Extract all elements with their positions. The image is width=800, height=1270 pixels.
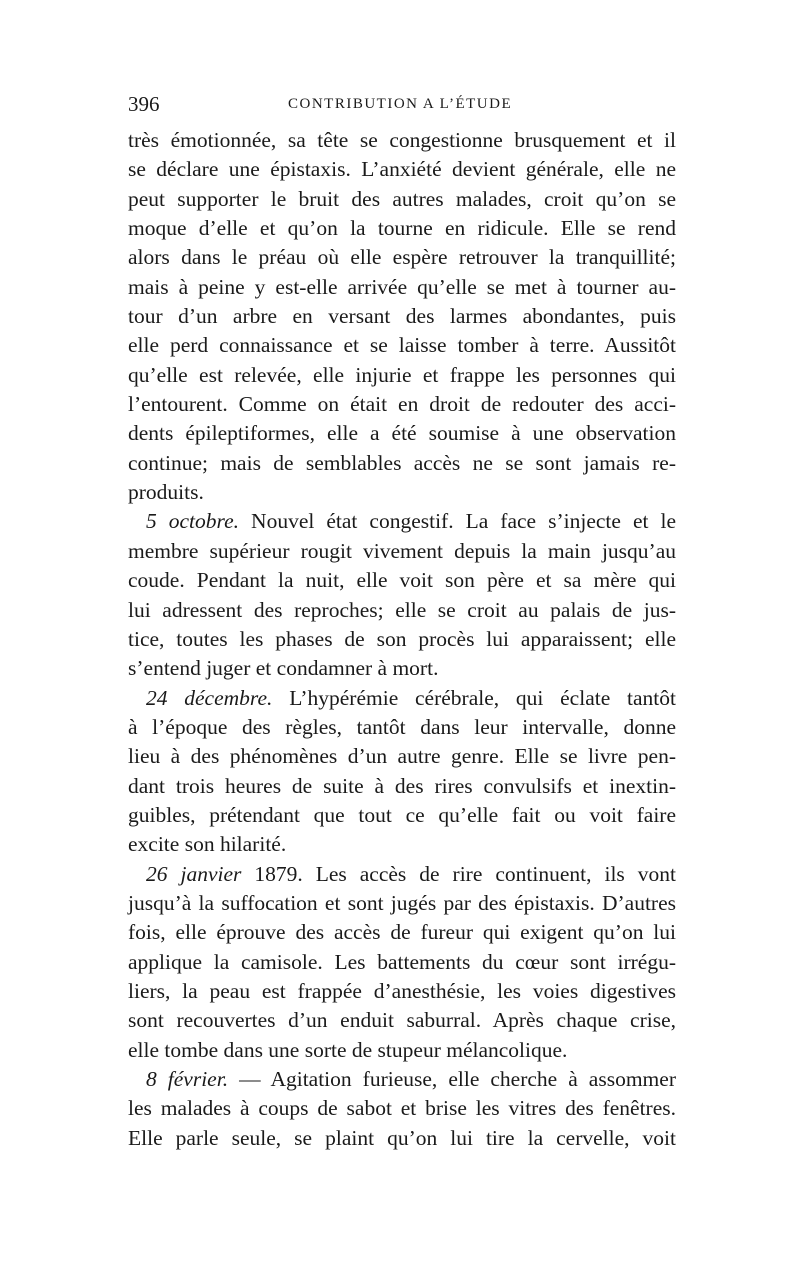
text-line <box>128 889 676 918</box>
text-line <box>128 713 676 742</box>
text-line <box>128 742 676 771</box>
body-text <box>128 126 676 1153</box>
line-text: sont recouvertes d’un enduit saburral. Après chaque crise, <box>128 1008 676 1033</box>
line-text: Elle parle seule, se plaint qu’on lui tire la cervelle, voit <box>128 1125 676 1150</box>
text-line <box>128 1006 676 1035</box>
page-header <box>128 92 676 122</box>
line-text: l’entourent. Comme on était en droit de redouter des acci- <box>128 392 676 417</box>
text-line <box>128 918 676 947</box>
entry-date: 8 février. <box>146 1067 229 1091</box>
line-text: lui adressent des reproches; elle se croit au palais de jus- <box>128 597 676 622</box>
line-text: — Agitation furieuse, elle cherche à assommer <box>228 1067 676 1091</box>
line-text: 1879. Les accès de rire continuent, ils vont <box>241 861 676 886</box>
line-text: excite son hilarité. <box>128 832 287 857</box>
text-line <box>128 185 676 214</box>
line-text: mais à peine y est-elle arrivée qu’elle se met à tourner au- <box>128 274 676 299</box>
text-line <box>128 860 676 889</box>
text-line <box>128 478 676 507</box>
text-line <box>128 155 676 184</box>
text-line <box>128 537 676 566</box>
line-text: les malades à coups de sabot et brise les vitres des fenêtres. <box>128 1096 676 1121</box>
line-text: coude. Pendant la nuit, elle voit son père et sa mère qui <box>128 568 676 593</box>
line-text: elle tombe dans une sorte de stupeur mélancolique. <box>128 1037 568 1062</box>
line-text: membre supérieur rougit vivement depuis la main jusqu’au <box>128 538 676 563</box>
line-text: jusqu’à la suffocation et sont jugés par des épistaxis. D’autres <box>128 890 676 915</box>
line-text: peut supporter le bruit des autres malades, croit qu’on se <box>128 186 676 211</box>
entry-date: 26 janvier <box>146 861 242 886</box>
line-text: tice, toutes les phases de son procès lui apparaissent; elle <box>128 626 676 651</box>
text-line <box>128 449 676 478</box>
text-line <box>128 801 676 830</box>
line-text: dents épileptiformes, elle a été soumise à une observation <box>128 421 676 446</box>
text-line <box>128 977 676 1006</box>
line-text: liers, la peau est frappée d’anesthésie, les voies digestives <box>128 978 676 1003</box>
line-text: L’hypérémie cérébrale, qui éclate tantôt <box>272 685 676 710</box>
text-line <box>128 1124 676 1153</box>
page-number: 396 <box>128 92 160 116</box>
line-text: elle perd connaissance et se laisse tomber à terre. Aussitôt <box>128 333 676 358</box>
text-line <box>128 419 676 448</box>
text-line <box>128 1065 676 1094</box>
text-line <box>128 654 676 683</box>
line-text: alors dans le préau où elle espère retrouver la tranquillité; <box>128 245 676 270</box>
entry-date: 5 octobre. <box>146 509 240 534</box>
line-text: Nouvel état congestif. La face s’injecte et le <box>239 509 676 534</box>
text-line <box>128 243 676 272</box>
text-line <box>128 507 676 536</box>
text-line <box>128 772 676 801</box>
line-text: continue; mais de semblables accès ne se sont jamais re- <box>128 450 676 475</box>
line-text: tour d’un arbre en versant des larmes abondantes, puis <box>128 304 676 329</box>
line-text: très émotionnée, sa tête se congestionne brusquement et il <box>128 128 676 152</box>
line-text: à l’époque des règles, tantôt dans leur intervalle, donne <box>128 714 676 739</box>
text-line <box>128 684 676 713</box>
text-line <box>128 361 676 390</box>
running-head: CONTRIBUTION A L’ÉTUDE <box>288 96 513 112</box>
text-line <box>128 948 676 977</box>
text-line <box>128 214 676 243</box>
text-line <box>128 302 676 331</box>
text-line <box>128 566 676 595</box>
line-text: dant trois heures de suite à des rires convulsifs et inextin- <box>128 773 676 798</box>
text-line <box>128 1094 676 1123</box>
text-line <box>128 830 676 859</box>
line-text: s’entend juger et condamner à mort. <box>128 656 439 681</box>
line-text: fois, elle éprouve des accès de fureur qui exigent qu’on lui <box>128 920 676 945</box>
text-line <box>128 625 676 654</box>
line-text: se déclare une épistaxis. L’anxiété devient générale, elle ne <box>128 157 676 182</box>
text-line <box>128 390 676 419</box>
line-text: produits. <box>128 480 204 505</box>
line-text: lieu à des phénomènes d’un autre genre. Elle se livre pen- <box>128 744 676 769</box>
text-line <box>128 273 676 302</box>
text-line <box>128 1036 676 1065</box>
text-line <box>128 596 676 625</box>
line-text: guibles, prétendant que tout ce qu’elle fait ou voit faire <box>128 802 676 827</box>
line-text: moque d’elle et qu’on la tourne en ridicule. Elle se rend <box>128 216 676 241</box>
text-line <box>128 126 676 155</box>
text-line <box>128 331 676 360</box>
line-text: qu’elle est relevée, elle injurie et frappe les personnes qui <box>128 362 676 387</box>
line-text: applique la camisole. Les battements du cœur sont irrégu- <box>128 949 676 974</box>
entry-date: 24 décembre. <box>146 685 273 710</box>
